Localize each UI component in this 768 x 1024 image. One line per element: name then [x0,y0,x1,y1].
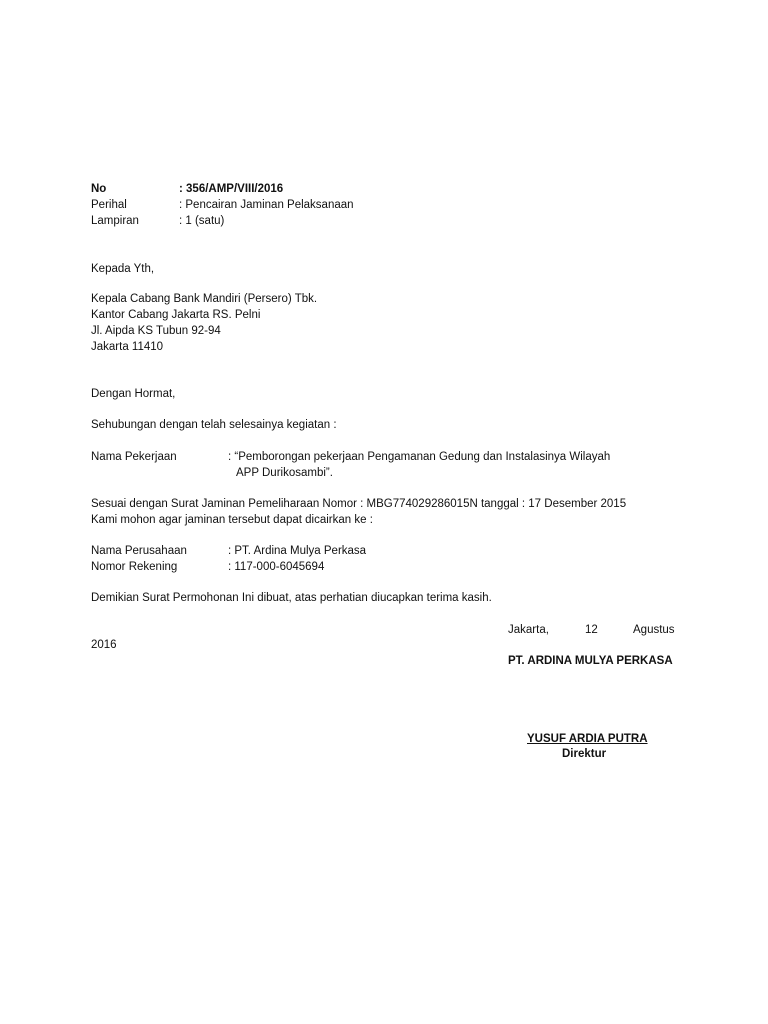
signatory-title: Direktur [562,748,607,760]
rekening-value: : 117-000-6045694 [228,561,325,573]
greeting: Dengan Hormat, [91,388,176,400]
perihal-value: : Pencairan Jaminan Pelaksanaan [179,199,354,211]
closing-text: Demikian Surat Permohonan Ini dibuat, atas perhatian diucapkan terima kasih. [91,592,492,604]
date-year: 2016 [91,639,117,651]
perusahaan-label: Nama Perusahaan [91,545,187,557]
pekerjaan-value: : “Pemborongan pekerjaan Pengamanan Gedung dan Instalasinya Wilayah [228,451,611,463]
sesuai-text: Sesuai dengan Surat Jaminan Pemeliharaan Nomor : MBG774029286015N tanggal : 17 Desember 2015 [91,498,627,510]
date-day: 12 [585,624,598,636]
lampiran-label: Lampiran [91,215,139,227]
recipient-line: Kepala Cabang Bank Mandiri (Persero) Tbk. [91,293,318,305]
salutation: Kepada Yth, [91,263,155,275]
pekerjaan-label: Nama Pekerjaan [91,451,177,463]
signatory-name: YUSUF ARDIA PUTRA [527,733,648,745]
pekerjaan-value-cont: APP Durikosambi”. [236,467,333,479]
recipient-line: Jl. Aipda KS Tubun 92-94 [91,325,221,337]
date-month: Agustus [633,624,675,636]
request-text: Kami mohon agar jaminan tersebut dapat dicairkan ke : [91,514,373,526]
signature-company: PT. ARDINA MULYA PERKASA [508,655,673,667]
intro-text: Sehubungan dengan telah selesainya kegiatan : [91,419,337,431]
recipient-line: Jakarta 11410 [91,341,164,353]
no-label: No [91,183,107,195]
perihal-label: Perihal [91,199,127,211]
date-city: Jakarta, [508,624,549,636]
no-value: : 356/AMP/VIII/2016 [179,183,284,195]
recipient-line: Kantor Cabang Jakarta RS. Pelni [91,309,261,321]
perusahaan-value: : PT. Ardina Mulya Perkasa [228,545,367,557]
lampiran-value: : 1 (satu) [179,215,225,227]
rekening-label: Nomor Rekening [91,561,178,573]
